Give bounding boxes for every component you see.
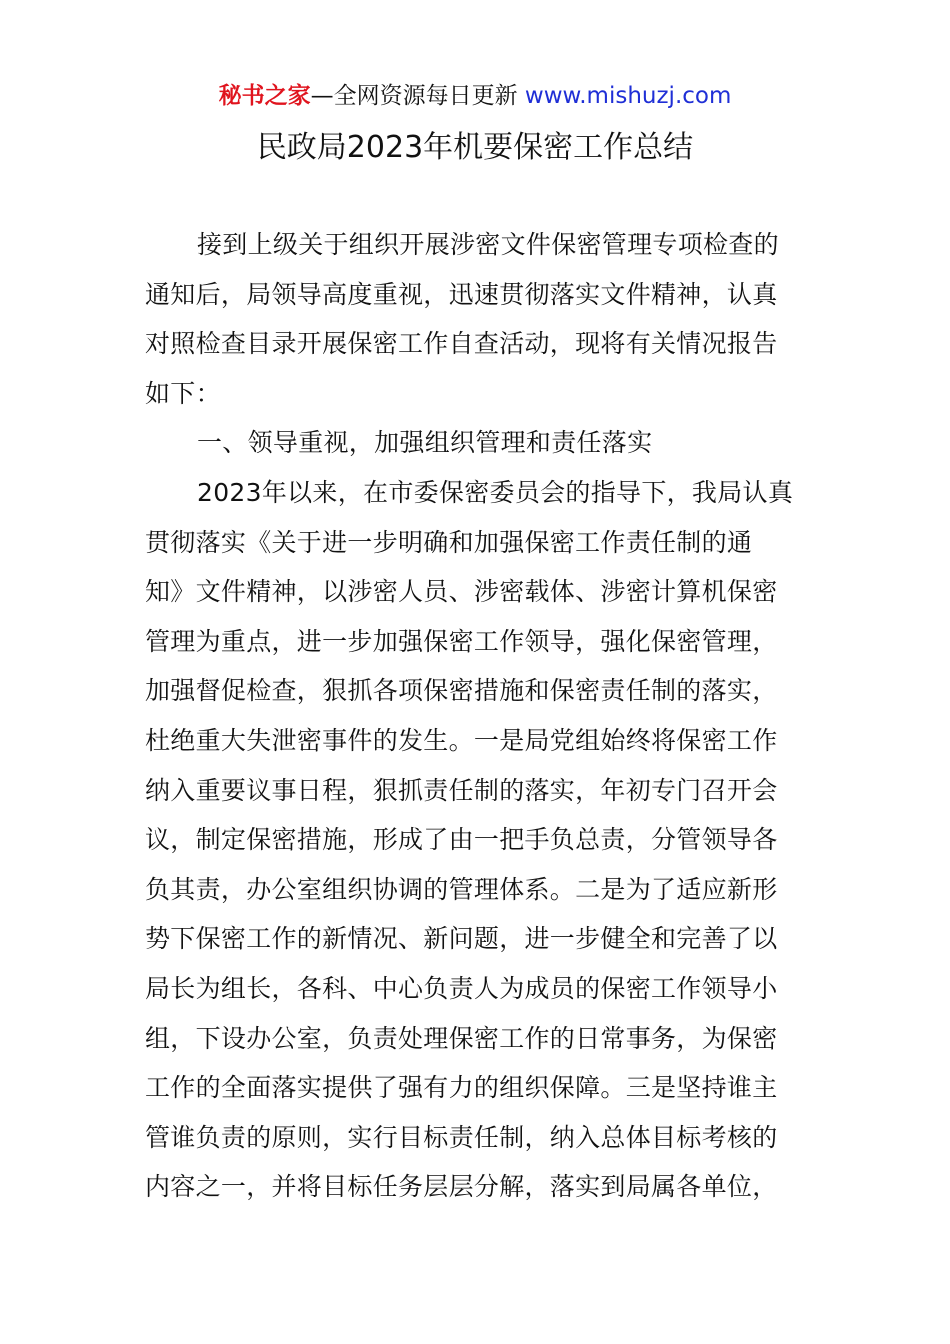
paragraph-line: 内容之一，并将目标任务层层分解，落实到局属各单位， xyxy=(145,1172,778,1202)
paragraph-line: 管理为重点，进一步加强保密工作领导，强化保密管理， xyxy=(145,626,778,656)
paragraph-line: 管谁负责的原则，实行目标责任制，纳入总体目标考核的 xyxy=(145,1122,778,1152)
paragraph-line: 工作的全面落实提供了强有力的组织保障。三是坚持谁主 xyxy=(145,1073,778,1103)
header-tagline: —全网资源每日更新 xyxy=(310,83,518,109)
paragraph-line: 接到上级关于组织开展涉密文件保密管理专项检查的 xyxy=(197,230,779,259)
paragraph-line: 议，制定保密措施，形成了由一把手负总责，分管领导各 xyxy=(145,825,778,855)
paragraph-line: 杜绝重大失泄密事件的发生。一是局党组始终将保密工作 xyxy=(145,725,778,755)
paragraph-line: 势下保密工作的新情况、新问题，进一步健全和完善了以 xyxy=(145,924,778,954)
paragraph-line: 纳入重要议事日程，狠抓责任制的落实，年初专门召开会 xyxy=(145,775,778,805)
paragraph-line: 局长为组长，各科、中心负责人为成员的保密工作领导小 xyxy=(145,973,778,1003)
document-body xyxy=(145,220,805,1212)
paragraph-line: 2023年以来，在市委保密委员会的指导下，我局认真 xyxy=(197,477,794,507)
document-title: 民政局2023年机要保密工作总结 xyxy=(256,130,694,165)
paragraph-line: 对照检查目录开展保密工作自查活动，现将有关情况报告 xyxy=(145,329,778,359)
section-heading: 一、领导重视，加强组织管理和责任落实 xyxy=(197,428,653,458)
paragraph-line: 组，下设办公室，负责处理保密工作的日常事务，为保密 xyxy=(145,1023,778,1053)
paragraph-line: 通知后，局领导高度重视，迅速贯彻落实文件精神，认真 xyxy=(145,279,778,309)
site-header xyxy=(0,80,950,112)
site-url-link[interactable]: www.mishuzj.com xyxy=(524,83,732,109)
paragraph-line: 知》文件精神，以涉密人员、涉密载体、涉密计算机保密 xyxy=(145,577,778,607)
paragraph-line: 如下： xyxy=(145,378,221,408)
paragraph-line: 贯彻落实《关于进一步明确和加强保密工作责任制的通 xyxy=(145,527,753,557)
paragraph-line: 加强督促检查，狠抓各项保密措施和保密责任制的落实， xyxy=(145,676,778,706)
paragraph-line: 负其责，办公室组织协调的管理体系。二是为了适应新形 xyxy=(145,874,778,904)
brand-name: 秘书之家 xyxy=(218,83,311,109)
